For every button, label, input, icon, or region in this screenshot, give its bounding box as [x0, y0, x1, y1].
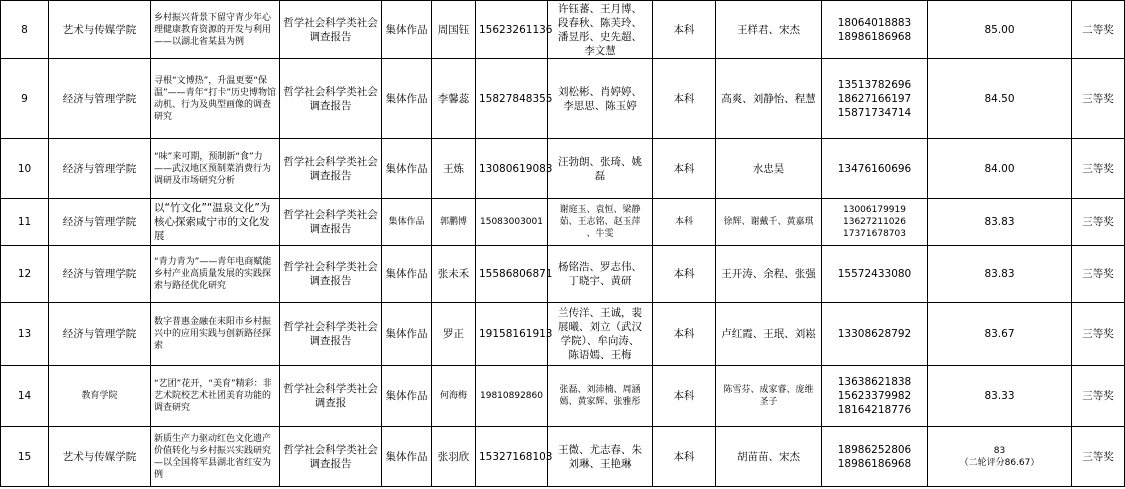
advisors: 王样君、宋杰	[716, 1, 822, 59]
college: 经济与管理学院	[49, 246, 151, 303]
advisor-phones: 13308628792	[822, 303, 928, 366]
project-title: 以“竹文化”“温泉文化”为核心探索咸宁市的文化发展	[151, 199, 280, 246]
score: 84.00	[928, 139, 1072, 199]
college: 艺术与传媒学院	[49, 1, 151, 59]
advisors: 陈雪芬、成家睿、庞维 圣子	[716, 366, 822, 427]
advisors: 卢红霞、王珉、刘崧	[716, 303, 822, 366]
education-level: 本科	[653, 246, 716, 303]
work-type: 集体作品	[382, 303, 432, 366]
college: 经济与管理学院	[49, 199, 151, 246]
advisors: 胡苗苗、宋杰	[716, 427, 822, 487]
leader: 周国钰	[432, 1, 476, 59]
category: 哲学社会科学类社会调查报告	[280, 1, 382, 59]
leader: 郭鹏博	[432, 199, 476, 246]
advisors: 水忠昊	[716, 139, 822, 199]
row-number: 14	[1, 366, 49, 427]
project-title: 数字普惠金融在耒阳市乡村振兴中的应用实践与创新路径探索	[151, 303, 280, 366]
project-title: “艺团”花开，“美育”精彩：非艺术院校艺术社团美育功能的调查研究	[151, 366, 280, 427]
table-row	[1, 1, 1125, 59]
score: 83.83	[928, 246, 1072, 303]
work-type: 集体作品	[382, 1, 432, 59]
college: 经济与管理学院	[49, 59, 151, 139]
members: 兰传洋、王诚，裴 展曦、刘立（武汉 学院）、牟向涛、 陈语嫣、王梅	[548, 303, 653, 366]
leader-phone: 19810892860	[476, 366, 548, 427]
award: 三等奖	[1072, 59, 1125, 139]
table-body	[1, 1, 1125, 487]
leader: 李馨蕊	[432, 59, 476, 139]
work-type: 集体作品	[382, 427, 432, 487]
score: 83 （二轮评分86.67）	[928, 427, 1072, 487]
leader: 何海梅	[432, 366, 476, 427]
education-level: 本科	[653, 59, 716, 139]
work-type: 集体作品	[382, 139, 432, 199]
row-number: 11	[1, 199, 49, 246]
work-type: 集体作品	[382, 366, 432, 427]
college: 经济与管理学院	[49, 139, 151, 199]
leader-phone: 15083003001	[476, 199, 548, 246]
leader: 张未禾	[432, 246, 476, 303]
advisors: 高爽、刘静怡、程慧	[716, 59, 822, 139]
table-row	[1, 199, 1125, 246]
category: 哲学社会科学类社会调查报告	[280, 303, 382, 366]
education-level: 本科	[653, 199, 716, 246]
college: 经济与管理学院	[49, 303, 151, 366]
project-title: 新质生产力驱动红色文化遗产价值转化与乡村振兴实践研究—以全国将军县湖北省红安为例	[151, 427, 280, 487]
leader-phone: 15623261136	[476, 1, 548, 59]
members: 许钰蕃、王月博、 段春秋、陈芙玲、 潘昱彤、史先超、 李文慧	[548, 1, 653, 59]
award: 三等奖	[1072, 427, 1125, 487]
advisor-phones: 18986252806 18986186968	[822, 427, 928, 487]
category: 哲学社会科学类社会调查报告	[280, 59, 382, 139]
row-number: 13	[1, 303, 49, 366]
table-row	[1, 366, 1125, 427]
advisor-phones: 13476160696	[822, 139, 928, 199]
education-level: 本科	[653, 139, 716, 199]
category: 哲学社会科学类社会调查报告	[280, 139, 382, 199]
score: 83.67	[928, 303, 1072, 366]
work-type: 集体作品	[382, 199, 432, 246]
advisors: 王开涛、余程、张强	[716, 246, 822, 303]
advisor-phones: 13513782696 18627166197 15871734714	[822, 59, 928, 139]
category: 哲学社会科学类社会调查报告	[280, 427, 382, 487]
row-number: 12	[1, 246, 49, 303]
project-title: “味”来可期，预制新“食”力——武汉地区预制菜消费行为调研及市场研究分析	[151, 139, 280, 199]
row-number: 9	[1, 59, 49, 139]
advisors: 徐辉、谢戴千、黄嘉琪	[716, 199, 822, 246]
members: 张磊、刘沛楠、周涵 嫣、黄家辉、张雅彤	[548, 366, 653, 427]
advisor-phones: 13006179919 13627211026 17371678703	[822, 199, 928, 246]
row-number: 8	[1, 1, 49, 59]
members: 王微、尤志春、朱 刘琳、王艳琳	[548, 427, 653, 487]
education-level: 本科	[653, 427, 716, 487]
work-type: 集体作品	[382, 59, 432, 139]
row-number: 15	[1, 427, 49, 487]
award: 三等奖	[1072, 303, 1125, 366]
score: 85.00	[928, 1, 1072, 59]
members: 汪勃朗、张琦、姚 磊	[548, 139, 653, 199]
category: 哲学社会科学类社会调查报	[280, 366, 382, 427]
category: 哲学社会科学类社会调查报告	[280, 199, 382, 246]
category: 哲学社会科学类社会调查报告	[280, 246, 382, 303]
table-row	[1, 139, 1125, 199]
college: 艺术与传媒学院	[49, 427, 151, 487]
members: 谢庭玉、袁恒、梁静 茹、王志铭、赵玉萍 、牛雯	[548, 199, 653, 246]
score: 83.83	[928, 199, 1072, 246]
college: 教育学院	[49, 366, 151, 427]
award: 三等奖	[1072, 366, 1125, 427]
score: 83.33	[928, 366, 1072, 427]
leader: 罗正	[432, 303, 476, 366]
award: 三等奖	[1072, 139, 1125, 199]
award: 二等奖	[1072, 1, 1125, 59]
award: 三等奖	[1072, 199, 1125, 246]
table-row	[1, 59, 1125, 139]
project-title: 寻根“文博热”，升温更要“保温”——青年“打卡”历史博物馆动机、行为及典型画像的调查研究	[151, 59, 280, 139]
project-title: “青力青为”——青年电商赋能乡村产业高质量发展的实践探索与路径优化研究	[151, 246, 280, 303]
project-title: 乡村振兴背景下留守青少年心理健康教育资源的开发与利用——以湖北省某县为例	[151, 1, 280, 59]
score: 84.50	[928, 59, 1072, 139]
advisor-phones: 18064018883 18986186968	[822, 1, 928, 59]
leader: 王炼	[432, 139, 476, 199]
education-level: 本科	[653, 1, 716, 59]
table-row	[1, 427, 1125, 487]
row-number: 10	[1, 139, 49, 199]
leader-phone: 19158161913	[476, 303, 548, 366]
leader: 张羽欣	[432, 427, 476, 487]
leader-phone: 15327168103	[476, 427, 548, 487]
education-level: 本科	[653, 366, 716, 427]
advisor-phones: 13638621838 15623379982 18164218776	[822, 366, 928, 427]
leader-phone: 15586806871	[476, 246, 548, 303]
members: 杨铭浩、罗志伟、 丁晓宇、黄研	[548, 246, 653, 303]
award: 三等奖	[1072, 246, 1125, 303]
members: 刘松彬、肖婷婷、 李思思、陈玉婷	[548, 59, 653, 139]
table-row	[1, 303, 1125, 366]
work-type: 集体作品	[382, 246, 432, 303]
leader-phone: 13080619083	[476, 139, 548, 199]
education-level: 本科	[653, 303, 716, 366]
table-row	[1, 246, 1125, 303]
advisor-phones: 15572433080	[822, 246, 928, 303]
leader-phone: 15827848355	[476, 59, 548, 139]
